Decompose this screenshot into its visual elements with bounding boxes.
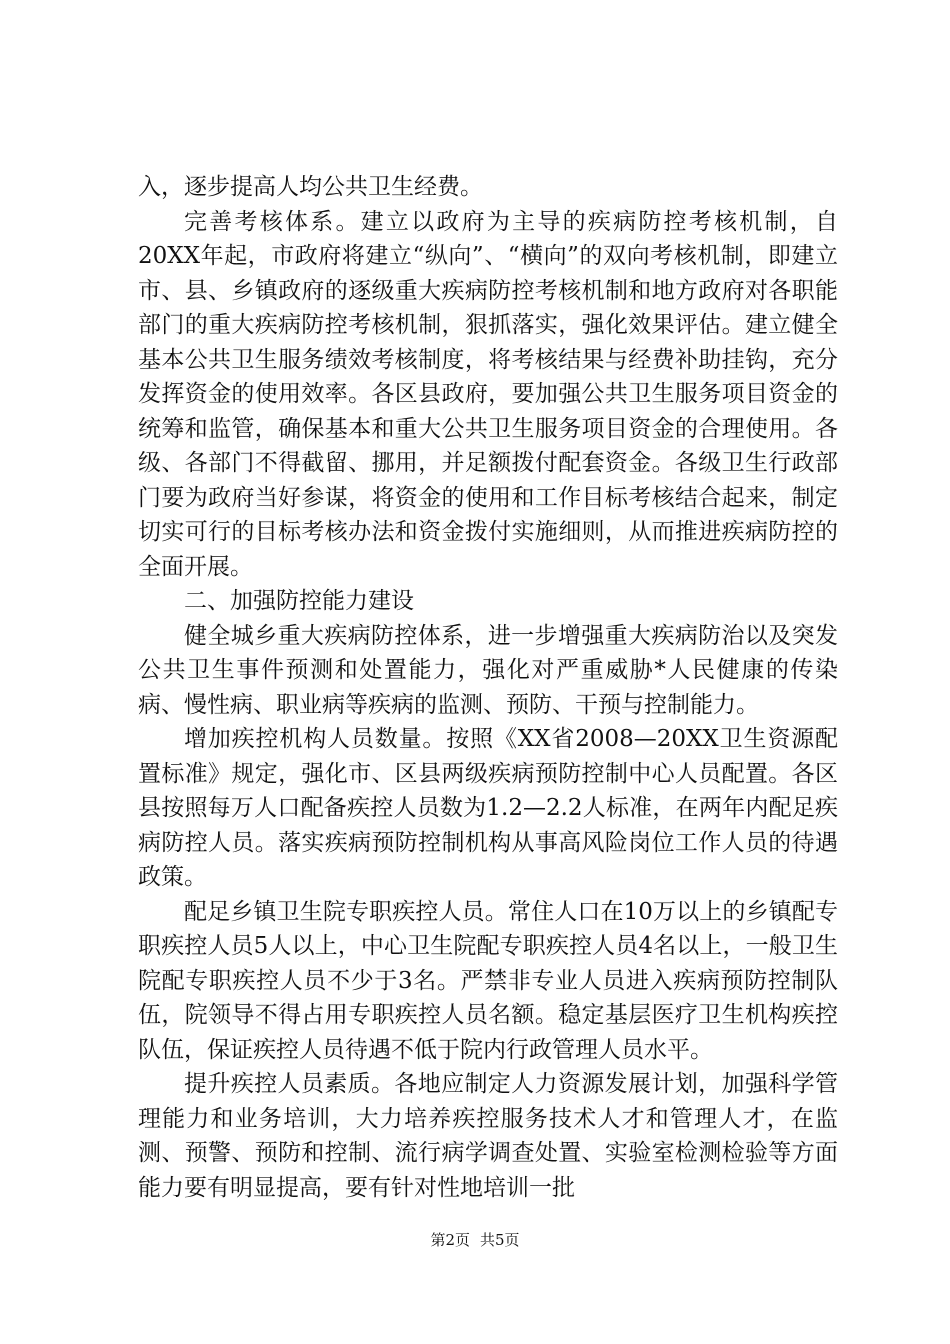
- page-number: 第2页: [430, 1231, 470, 1249]
- paragraph-assessment-system: 完善考核体系。建立以政府为主导的疾病防控考核机制，自20XX年起，市政府将建立“纵向”、“横向”的双向考核机制，即建立市、县、乡镇政府的逐级重大疾病防控考核机制和地方政府对各职能部门的重大疾病防控考核机制，狠抓落实，强化效果评估。建立健全基本公共卫生服务绩效考核制度，将考核结果与经费补助挂钩，充分发挥资金的使用效率。各区县政府，要加强公共卫生服务项目资金的统筹和监管，确保基本和重大公共卫生服务项目资金的合理使用。各级、各部门不得截留、挪用，并足额拨付配套资金。各级卫生行政部门要为政府当好参谋，将资金的使用和工作目标考核结合起来，制定切实可行的目标考核办法和资金拨付实施细则，从而推进疾病防控的全面开展。: [138, 208, 838, 580]
- paragraph-staff-quality: 提升疾控人员素质。各地应制定人力资源发展计划，加强科学管理能力和业务培训，大力培养疾控服务技术人才和管理人才，在监测、预警、预防和控制、流行病学调查处置、实验室检测检验等方面能力要有明显提高，要有针对性地培训一批: [138, 1071, 838, 1201]
- paragraph-staff-quantity: 增加疾控机构人员数量。按照《XX省2008—20XX卫生资源配置标准》规定，强化市、区县两级疾病预防控制中心人员配置。各区县按照每万人口配备疾控人员数为1.2—2.2人标准，在两年内配足疾病防控人员。落实疾病预防控制机构从事高风险岗位工作人员的待遇政策。: [138, 726, 838, 890]
- document-body: [138, 170, 838, 1205]
- page-footer: [0, 1230, 950, 1250]
- section-heading: 二、加强防控能力建设: [184, 588, 414, 614]
- paragraph-township-staff: 配足乡镇卫生院专职疾控人员。常住人口在10万以上的乡镇配专职疾控人员5人以上，中心卫生院配专职疾控人员4名以上，一般卫生院配专职疾控人员不少于3名。严禁非专业人员进入疾病预防控制队伍，院领导不得占用专职疾控人员名额。稳定基层医疗卫生机构疾控队伍，保证疾控人员待遇不低于院内行政管理人员水平。: [138, 898, 838, 1063]
- page-total: 共5页: [480, 1231, 520, 1249]
- paragraph-continuation: 入，逐步提高人均公共卫生经费。: [138, 174, 483, 200]
- paragraph-prevention-system: 健全城乡重大疾病防控体系，进一步增强重大疾病防治以及突发公共卫生事件预测和处置能力，强化对严重威胁*人民健康的传染病、慢性病、职业病等疾病的监测、预防、干预与控制能力。: [138, 622, 838, 718]
